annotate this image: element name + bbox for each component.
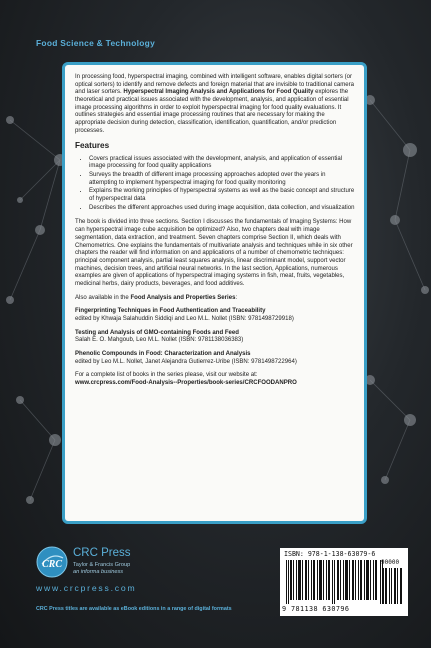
description-panel [62,62,367,524]
publisher-url-link[interactable]: www.crcpress.com [36,583,137,593]
series-url-link[interactable]: www.crcpress.com/Food-Analysis--Properties/book-series/CRCFOODANPRO [75,379,297,386]
isbn-barcode [280,548,408,616]
addon-barcode-bars [382,560,404,604]
series-title: Food Science & Technology [36,38,156,48]
isbn-digits: 9 781138 630796 [282,605,350,613]
also-available-series: Food Analysis and Properties Series [130,294,236,301]
intro-paragraph [75,74,355,135]
feature-item: • Explains the working principles of hyperspectral systems as well as the basic concept and structure of hyperspectral data [89,188,355,203]
also-available-line [75,295,355,303]
related-book-title: Testing and Analysis of GMO-containing Foods and Feed [75,329,239,336]
body-paragraph: The book is divided into three sections. Section I discusses the fundamentals of Imaging Systems: How can hyperspectral image cube acquisition be optimized? Also, two chapters deal with image segmentation, data extraction, and treatment. Seven chapters comprise Section II, which deals with Chemometrics. One explains the fundamentals of multivariate analysis and techniques while in six other chapters the reader will find information on and applications of a number of chemometric techniques: principal component analysis, partial least squares analysis, linear discriminant model, support vector machines, decision trees, and artificial neural networks. In the last section, Applications, numerous examples are given of applications of hyperspectral imaging systems in fish, meat, fruits, vegetables, medicinal herbs, dairy products, beverages, and food additives. [75,219,353,287]
feature-item: • Surveys the breadth of different image processing approaches adopted over the years in attempting to implement hyperspectral imaging for food quality monitoring [89,172,355,187]
publisher-tagline: an informa business [73,569,124,575]
isbn-top-label: ISBN: 978-1-138-63079-6 [284,550,376,558]
feature-item: • Describes the different approaches used during image acquisition, data collection, and visualization [89,205,355,213]
intro-text-after: explores the theoretical and practical issues associated with the development, analysis, and application of essential image processing algorithms in order to exploit hyperspectral imaging for food quality evaluations. It outlines strategies and essential image processing routines that are necessary for making the appropriate decision during detection, classification, identification, quantification, and/or prediction processes. [75,89,349,134]
publisher-name: CRC Press [73,547,131,559]
related-book-details: edited by Khwaja Salahuddin Siddiqi and Leo M.L. Nollet (ISBN: 9781498729918) [75,315,294,322]
complete-list-text: For a complete list of books in the series please, visit our website at: [75,372,258,379]
related-book-title: Phenolic Compounds in Food: Characterization and Analysis [75,350,251,357]
publisher-group: Taylor & Francis Group [73,562,131,568]
related-book-details: edited by Leo M.L. Nollet, Janet Alejandra Gutierrez-Uribe (ISBN: 9781498722964) [75,358,297,365]
ebook-note: CRC Press titles are available as eBook editions in a range of digital formats [36,606,232,612]
feature-item: • Covers practical issues associated with the development, analysis, and application of essential image processing for food quality applications [89,156,355,171]
barcode-addon-number: 90000 [381,559,400,566]
crc-press-logo-icon [36,546,68,578]
intro-text-before: In processing food, hyperspectral imaging, combined with intelligent software, enables digital sorters (or optical sorters) to identify and remove defects and foreign material that are invisible to traditional camera and laser sorters. [75,74,354,96]
also-available-prefix: Also available in the [75,294,131,301]
related-book-details: Salah E. O. Mahgoub, Leo M.L. Nollet (ISBN: 9781138036383) [75,337,244,344]
ean-barcode-bars [286,560,384,604]
features-list [75,156,355,213]
intro-book-title: Hyperspectral Imaging Analysis and Applications for Food Quality [123,89,314,96]
features-heading: Features [75,141,110,151]
svg-text:CRC: CRC [41,559,63,570]
related-book [75,308,355,323]
also-available-suffix: : [235,294,238,301]
related-book-title: Fingerprinting Techniques in Food Authentication and Traceability [75,308,266,315]
related-book [75,330,355,345]
complete-list-note [75,372,355,387]
related-book [75,351,355,366]
